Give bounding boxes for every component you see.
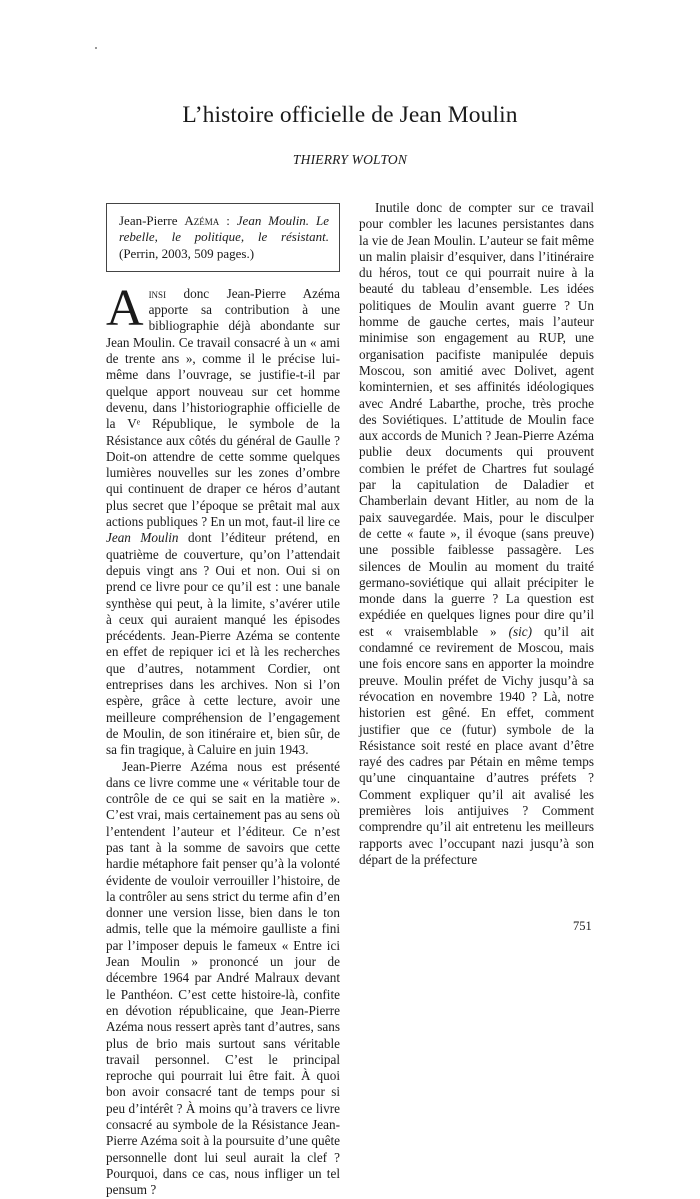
reference-separator: : <box>219 213 237 228</box>
paragraph-2: Jean-Pierre Azéma nous est présenté dans ce livre comme une « véritable tour de contrôle de ce qui se sait en la matière ». C’est vrai, mais certainement pas au sens où l’entendent l’auteur et l’éditeur. Ce n’est pas tant à la somme de savoirs que cette hardie métaphore fait penser qu’à la volonté évidente de vouloir verrouiller l’histoire, de la contrôler au sens strict du terme afin d’en donner une version lisse, bien dans le ton admis, telle que la mémoire gaulliste a fini par l’imposer depuis le fameux « Entre ici Jean Moulin » prononcé un jour de décembre 1964 par André Malraux devant le Panthéon. C’est cette histoire-là, confite en dévotion républicaine, que Jean-Pierre Azéma nous ressert après tant d’autres, sans plus de brio mais surtout sans véritable travail personnel. C’est le principal reproche qui pourrait lui être fait. À quoi bon avoir consacré tant de temps pour si peu d’intérêt ? À moins qu’à travers ce livre consacré au symbole de la Résistance Jean-Pierre Azéma soit à la poursuite d’une quête personnelle dont lui seul aurait la clef ? Pourquoi, dans ce cas, nous infliger un tel pensum ? <box>106 758 340 1198</box>
paragraph-1-italic: Jean Moulin <box>106 530 179 546</box>
paragraph-3-text-b: qu’il ait condamné ce revirement de Moscou, mais une fois encore sans en apporter la moindre preuve. Moulin préfet de Vichy jusqu’à sa révocation en novembre 1940 ? Là, notre historien est gêné. En effet, comment justifier que ce (futur) symbole de la Résistance soit resté en place avant d’être rayé des cadres par Pétain en même temps qu’une cinquantaine d’autres préfets ? Comment expliquer qu’il ait avalisé les premières lois antijuives ? Comment comprendre qu’il ait entretenu les meilleurs rapports avec l’occupant nazi jusqu’à son départ de la préfecture <box>359 623 594 867</box>
article-title: L’histoire officielle de Jean Moulin <box>182 102 518 128</box>
paragraph-3 <box>359 200 594 868</box>
paragraph-1-text-b: dont l’éditeur prétend, en quatrième de couverture, qu’on l’attendait depuis vingt ans ? Oui et non. Oui si on prend ce livre pour ce qu’il est : une banale synthèse qui peut, à la limite, s’avérer utile à ceux qui auraient manqué les épisodes précédents. Jean-Pierre Azéma se contente en effet de repiquer ici et là les recherches que d’autres, notamment Cordier, ont entreprises dans les archives. Non si l’on espère, grâce à cette lecture, avoir une meilleure compréhension de l’engagement de Moulin, de son itinéraire et, bien sûr, de sa fin tragique, à Caluire en juin 1943. <box>106 530 340 758</box>
reference-author-last: Azéma <box>184 213 220 228</box>
lead-small-caps: insi <box>148 285 167 301</box>
reference-book-title: Jean Moulin. Le rebelle, le politique, le résistant. <box>119 213 329 245</box>
paragraph-3-text-a: Inutile donc de compter sur ce travail pour combler les lacunes persistantes dans la vie de Jean Moulin. L’auteur se fait même un malin plaisir d’esquiver, dans l’itinéraire du héros, tout ce qui pourrait nuire à la beauté du tableau d’ensemble. Les idées politiques de Moulin avant guerre ? Un homme de gauche certes, mais l’auteur minimise son engagement au RUP, une organisation pacifiste manipulée depuis Moscou, son amitié avec Dolivet, agent kominternien, et ses affinités idéologiques avec André Labarthe, proche, très proche des Soviétiques. L’attitude de Moulin face aux accords de Munich ? Jean-Pierre Azéma publie deux documents qui prouvent combien le préfet de Chartres fut soulagé par la capitulation de Daladier et Chamberlain devant Hitler, au nom de la paix sauvegardée. Mais, pour le disculper de cette « faute », il évoque (sans preuve) une possible faiblesse passagère. Les silences de Moulin au moment du traité germano-soviétique qui allait précipiter le monde dans la guerre ? La question est expédiée en quelques lignes pour dire qu’il est « vraisemblable » <box>359 200 594 639</box>
column-left <box>106 203 340 1199</box>
scan-speck <box>95 47 97 49</box>
reference-publication: (Perrin, 2003, 509 pages.) <box>119 245 255 261</box>
drop-cap: A <box>106 279 144 337</box>
paragraph-1-text-a: donc Jean-Pierre Azéma apporte sa contribution à une bibliographie déjà abondante sur Jean Moulin. Ce travail consacré à un « ami de trente ans », comme il le précise lui-même dans l’ouvrage, se justifie-t-il par quelque apport nouveau sur cet homme devenu, dans l’historiographie officielle de la Vᵉ République, le symbole de la Résistance aux côtés du général de Gaulle ? Doit-on attendre de cette somme quelques lumières nouvelles sur les zones d’ombre qui continuent de draper ce héros d’autant plus secret que l’époque se prêtait mal aux actions publiques ? En un mot, faut-il lire ce <box>106 285 341 530</box>
page-number: 751 <box>573 919 592 933</box>
book-reference-box <box>106 203 340 272</box>
column-right <box>359 200 594 868</box>
paragraph-3-italic: (sic) <box>508 623 533 639</box>
paragraph-1 <box>106 279 341 759</box>
article-author: THIERRY WOLTON <box>292 152 408 167</box>
reference-author-first: Jean-Pierre <box>119 213 185 228</box>
